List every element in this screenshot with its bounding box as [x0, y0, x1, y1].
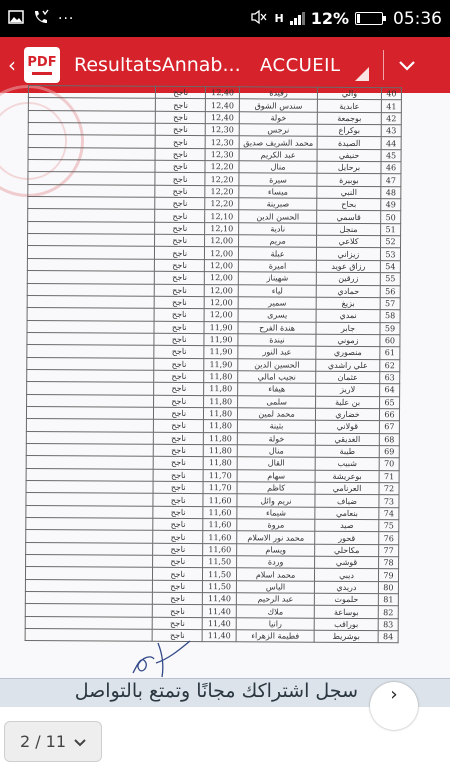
empty-cell	[26, 518, 153, 531]
first-name-cell: اميرة	[238, 260, 316, 273]
grade-cell: 11,50	[203, 580, 237, 593]
row-number-cell: 70	[379, 458, 399, 470]
last-name-cell: زيزاني	[317, 248, 381, 261]
row-number-cell: 62	[380, 359, 400, 371]
grade-cell: 12,20	[205, 185, 239, 198]
first-name-cell: نادية	[239, 223, 317, 236]
first-name-cell: خولة	[237, 432, 315, 445]
empty-cell	[28, 184, 155, 197]
row-number-cell: 78	[379, 557, 399, 569]
grade-cell: 12,00	[205, 259, 239, 272]
row-number-cell: 73	[379, 495, 399, 507]
result-cell: ناجح	[154, 333, 204, 346]
result-cell: ناجح	[153, 592, 203, 605]
empty-cell	[28, 135, 155, 148]
result-cell: ناجح	[154, 420, 204, 433]
grade-cell: 12,20	[205, 198, 239, 211]
mute-icon	[250, 9, 268, 29]
last-name-cell: حلموت	[314, 593, 378, 606]
first-name-cell: هيفاء	[238, 383, 316, 396]
last-name-cell: بوعريشة	[315, 470, 379, 483]
row-number-cell: 68	[379, 433, 399, 445]
result-cell: ناجح	[155, 160, 205, 173]
first-name-cell: نريم وائل	[237, 494, 315, 507]
empty-cell	[26, 406, 153, 419]
last-name-cell: الصيدة	[317, 137, 381, 150]
result-cell: ناجح	[156, 111, 206, 124]
grade-cell: 12,00	[204, 296, 238, 309]
last-name-cell: بزيغ	[316, 297, 380, 310]
row-number-cell: 60	[380, 335, 400, 347]
row-number-cell: 52	[380, 236, 400, 248]
result-cell: ناجح	[152, 629, 202, 642]
empty-cell	[28, 234, 155, 247]
last-name-cell: زرقين	[316, 272, 380, 285]
result-cell: ناجح	[156, 123, 206, 136]
empty-cell	[27, 283, 154, 296]
last-name-cell: منجل	[317, 223, 381, 236]
first-name-cell: الحسن الدين	[239, 210, 317, 223]
result-cell: ناجح	[156, 99, 206, 112]
last-name-cell: مكاحلي	[315, 544, 379, 557]
empty-cell	[26, 505, 153, 518]
last-name-cell: قوشي	[315, 556, 379, 569]
first-name-cell: نجيب امالي	[238, 371, 316, 384]
empty-cell	[28, 172, 155, 185]
row-number-cell: 84	[378, 631, 398, 643]
first-name-cell: مريم	[239, 235, 317, 248]
clock: 05:36	[393, 8, 442, 29]
grade-cell: 11,80	[203, 457, 237, 470]
row-number-cell: 55	[380, 273, 400, 285]
more-dots-icon: ···	[58, 10, 75, 27]
row-number-cell: 57	[380, 297, 400, 309]
empty-cell	[26, 419, 153, 432]
empty-cell	[27, 258, 154, 271]
last-name-cell: نمدي	[316, 309, 380, 322]
grade-cell: 11,50	[203, 568, 237, 581]
last-name-cell: بوكراع	[317, 124, 381, 137]
empty-cell	[26, 542, 153, 555]
first-name-cell: هندة الفرح	[238, 321, 316, 334]
row-number-cell: 63	[380, 372, 400, 384]
last-name-cell: قولاني	[315, 421, 379, 434]
first-name-cell: كاظم	[237, 482, 315, 495]
empty-cell	[27, 369, 154, 382]
empty-cell	[26, 530, 153, 543]
signal-icon	[290, 12, 305, 25]
first-name-cell: الحسين الدين	[238, 358, 316, 371]
row-number-cell: 43	[381, 125, 401, 137]
result-cell: ناجح	[153, 543, 203, 556]
first-name-cell: الياس	[237, 581, 315, 594]
grade-cell: 12,00	[204, 284, 238, 297]
result-cell: ناجح	[154, 308, 204, 321]
result-cell: ناجح	[153, 605, 203, 618]
row-number-cell: 64	[380, 384, 400, 396]
grade-cell: 11,80	[203, 432, 237, 445]
result-cell: ناجح	[155, 173, 205, 186]
row-number-cell: 40	[381, 88, 401, 100]
result-cell: ناجح	[153, 531, 203, 544]
last-name-cell: بوساعة	[314, 606, 378, 619]
empty-cell	[28, 209, 155, 222]
row-number-cell: 44	[381, 137, 401, 149]
grade-cell: 12,20	[205, 161, 239, 174]
first-name-cell: عبد الرحيم	[236, 593, 314, 606]
last-name-cell: الغديقي	[315, 433, 379, 446]
first-name-cell: محمد اسلام	[237, 568, 315, 581]
last-name-cell: قاسمي	[317, 211, 381, 224]
empty-cell	[28, 123, 155, 136]
last-name-cell: بوجمعة	[317, 112, 381, 125]
empty-cell	[28, 98, 155, 111]
row-number-cell: 77	[379, 544, 399, 556]
result-cell: ناجح	[154, 395, 204, 408]
result-cell: ناجح	[154, 358, 204, 371]
row-number-cell: 46	[381, 162, 401, 174]
pdf-page	[0, 88, 450, 678]
grade-cell: 12,00	[205, 247, 239, 260]
result-cell: ناجح	[155, 148, 205, 161]
result-cell: ناجح	[153, 568, 203, 581]
row-number-cell: 54	[380, 260, 400, 272]
last-name-cell: بوشريط	[314, 630, 378, 643]
result-cell: ناجح	[153, 481, 203, 494]
first-name-cell: لياء	[238, 284, 316, 297]
result-cell: ناجح	[155, 185, 205, 198]
row-number-cell: 47	[381, 174, 401, 186]
grade-cell: 11,40	[202, 593, 236, 606]
empty-cell	[26, 555, 153, 568]
first-name-cell: ميساء	[239, 186, 317, 199]
last-name-cell: عثمان	[316, 371, 380, 384]
missed-call-icon	[32, 9, 50, 29]
chevron-down-icon[interactable]	[398, 53, 416, 77]
row-number-cell: 45	[381, 149, 401, 161]
empty-cell	[27, 295, 154, 308]
empty-cell	[26, 480, 153, 493]
row-number-cell: 83	[378, 618, 398, 630]
last-name-cell: منصوري	[316, 346, 380, 359]
empty-cell	[27, 394, 154, 407]
empty-cell	[26, 456, 153, 469]
first-name-cell: ويسام	[237, 544, 315, 557]
first-name-cell: محمد نور الاسلام	[237, 531, 315, 544]
grade-cell: 12,40	[206, 87, 240, 100]
last-name-cell: ضياف	[315, 495, 379, 508]
last-name-cell: بوبيرة	[317, 174, 381, 187]
last-name-cell: بحاح	[317, 198, 381, 211]
row-number-cell: 82	[378, 606, 398, 618]
row-number-cell: 65	[379, 396, 399, 408]
last-name-cell: عابدية	[317, 100, 381, 113]
result-cell: ناجح	[155, 136, 205, 149]
grade-cell: 11,70	[203, 469, 237, 482]
row-number-cell: 80	[378, 581, 398, 593]
grade-cell: 12,40	[205, 111, 239, 124]
grade-cell: 11,40	[202, 630, 236, 643]
last-name-cell: شبيب	[315, 458, 379, 471]
last-name-cell: قحور	[315, 532, 379, 545]
result-cell: ناجح	[155, 247, 205, 260]
result-cell: ناجح	[155, 271, 205, 284]
row-number-cell: 61	[380, 347, 400, 359]
grade-cell: 12,30	[205, 124, 239, 137]
row-number-cell: 50	[381, 211, 401, 223]
result-cell: ناجح	[153, 555, 203, 568]
first-name-cell: نرجس	[239, 124, 317, 137]
first-name-cell: صبرينة	[239, 198, 317, 211]
first-name-cell: مروة	[237, 519, 315, 532]
empty-cell	[28, 221, 155, 234]
pdf-icon	[24, 47, 60, 83]
empty-cell	[28, 197, 155, 210]
result-cell: ناجح	[156, 86, 206, 99]
image-icon	[8, 10, 24, 28]
first-name-cell: سندس الشوق	[239, 99, 317, 112]
last-name-cell: خضاري	[316, 408, 380, 421]
result-cell: ناجح	[153, 506, 203, 519]
grade-cell: 12,30	[205, 136, 239, 149]
result-cell: ناجح	[154, 383, 204, 396]
empty-cell	[28, 160, 155, 173]
grade-cell: 11,80	[203, 445, 237, 458]
battery-icon	[355, 12, 383, 25]
grade-cell: 11,60	[203, 494, 237, 507]
grade-cell: 11,70	[203, 482, 237, 495]
back-icon[interactable]: ‹	[8, 53, 16, 77]
first-name-cell: يسرى	[238, 309, 316, 322]
network-type: H	[274, 12, 284, 25]
grade-cell: 12,00	[204, 309, 238, 322]
empty-cell	[28, 110, 155, 123]
result-cell: ناجح	[153, 518, 203, 531]
first-name-cell: محمد لمين	[238, 408, 316, 421]
empty-cell	[28, 147, 155, 160]
divider	[383, 50, 384, 80]
page-indicator[interactable]	[4, 721, 102, 762]
last-name-cell: طيبة	[315, 445, 379, 458]
result-cell: ناجح	[154, 407, 204, 420]
result-cell: ناجح	[154, 444, 204, 457]
first-name-cell: وردة	[237, 556, 315, 569]
result-cell: ناجح	[153, 580, 203, 593]
last-name-cell: علي راشدي	[316, 359, 380, 372]
empty-cell	[25, 567, 152, 580]
grade-cell: 11,60	[203, 506, 237, 519]
grade-cell: 11,80	[204, 420, 238, 433]
grade-cell: 11,90	[204, 358, 238, 371]
last-name-cell: صيد	[315, 519, 379, 532]
result-cell: ناجح	[153, 617, 203, 630]
last-name-cell: بوراقب	[314, 618, 378, 631]
grade-cell: 11,90	[204, 321, 238, 334]
last-name-cell: برحايل	[317, 161, 381, 174]
grade-cell: 11,50	[203, 556, 237, 569]
empty-cell	[27, 320, 154, 333]
battery-percent: 12%	[310, 9, 349, 28]
empty-cell	[26, 431, 153, 444]
result-cell: ناجح	[154, 321, 204, 334]
table-row	[25, 629, 398, 644]
first-name-cell: محمد الشريف صديق	[239, 136, 317, 149]
empty-cell	[27, 308, 154, 321]
first-name-cell: شهيناز	[238, 272, 316, 285]
first-name-cell: منال	[237, 445, 315, 458]
empty-cell	[26, 468, 153, 481]
result-cell: ناجح	[154, 432, 204, 445]
last-name-cell: زموني	[316, 334, 380, 347]
row-number-cell: 49	[381, 199, 401, 211]
result-cell: ناجح	[154, 296, 204, 309]
result-cell: ناجح	[155, 259, 205, 272]
grade-cell: 11,90	[204, 346, 238, 359]
row-number-cell: 67	[379, 421, 399, 433]
last-name-cell: حمادي	[316, 285, 380, 298]
row-number-cell: 51	[381, 223, 401, 235]
status-bar	[0, 0, 450, 37]
grade-cell: 12,30	[205, 148, 239, 161]
row-number-cell: 79	[378, 569, 398, 581]
row-number-cell: 71	[379, 470, 399, 482]
last-name-cell: النبي	[317, 186, 381, 199]
first-name-cell: عبد النور	[238, 346, 316, 359]
first-name-cell: منال	[239, 161, 317, 174]
empty-cell	[25, 579, 152, 592]
row-number-cell: 75	[379, 520, 399, 532]
last-name-cell: ديبي	[315, 569, 379, 582]
empty-cell	[26, 443, 153, 456]
grade-cell: 11,80	[204, 408, 238, 421]
grade-cell: 11,80	[204, 370, 238, 383]
chevron-down-icon	[74, 732, 86, 751]
row-number-cell: 58	[380, 310, 400, 322]
grade-cell: 11,80	[204, 395, 238, 408]
last-name-cell: بنعامي	[315, 507, 379, 520]
empty-cell	[27, 332, 154, 345]
last-name-cell: كلاعي	[317, 235, 381, 248]
grade-cell: 12,10	[205, 210, 239, 223]
last-name-cell: والي	[317, 87, 381, 100]
first-name-cell: ملاك	[236, 605, 314, 618]
grade-cell: 12,00	[205, 235, 239, 248]
grade-cell: 11,40	[202, 617, 236, 630]
result-cell: ناجح	[155, 210, 205, 223]
result-cell: ناجح	[155, 284, 205, 297]
row-number-cell: 42	[381, 112, 401, 124]
row-number-cell: 66	[379, 409, 399, 421]
grade-cell: 12,00	[204, 272, 238, 285]
grade-cell: 11,60	[203, 531, 237, 544]
last-name-cell: بن علية	[316, 396, 380, 409]
first-name-cell: خولة	[239, 111, 317, 124]
signature	[128, 633, 198, 678]
arrow-icon[interactable]: ›	[370, 682, 418, 730]
first-name-cell: نيندة	[238, 334, 316, 347]
row-number-cell: 59	[380, 322, 400, 334]
last-name-cell: دريدي	[314, 581, 378, 594]
accueil-button[interactable]: ACCUEIL	[260, 54, 341, 76]
row-number-cell: 74	[379, 507, 399, 519]
last-name-cell: العرنامي	[315, 482, 379, 495]
document-title: ResultatsAnnab...	[74, 54, 241, 76]
last-name-cell: رزاق عويد	[316, 260, 380, 273]
grade-cell: 12,10	[205, 222, 239, 235]
result-cell: ناجح	[153, 494, 203, 507]
dropdown-corner-icon	[355, 67, 369, 81]
row-number-cell: 41	[381, 100, 401, 112]
banner-text: سجل اشتراكك مجانًا وتمتع بالتواصل	[74, 680, 358, 702]
results-table	[25, 85, 402, 644]
empty-cell	[28, 86, 155, 99]
empty-cell	[27, 357, 154, 370]
result-cell: ناجح	[153, 457, 203, 470]
first-name-cell: سلمى	[238, 395, 316, 408]
empty-cell	[26, 493, 153, 506]
first-name-cell: رفيدة	[240, 87, 318, 100]
pdf-icon-label: PDF	[27, 54, 57, 70]
row-number-cell: 76	[379, 532, 399, 544]
row-number-cell: 72	[379, 483, 399, 495]
first-name-cell: سهام	[237, 469, 315, 482]
result-cell: ناجح	[155, 222, 205, 235]
first-name-cell: عبد الكريم	[239, 149, 317, 162]
grade-cell: 11,90	[204, 333, 238, 346]
page-number: 2 / 11	[19, 732, 67, 751]
row-number-cell: 48	[381, 186, 401, 198]
empty-cell	[27, 345, 154, 358]
grade-cell: 11,60	[203, 519, 237, 532]
grade-cell: 12,20	[205, 173, 239, 186]
first-name-cell: سيرة	[239, 173, 317, 186]
first-name-cell: فطيمة الزهراء	[236, 630, 314, 643]
empty-cell	[25, 616, 152, 629]
row-number-cell: 53	[380, 248, 400, 260]
first-name-cell: شيماء	[237, 506, 315, 519]
result-cell: ناجح	[154, 345, 204, 358]
grade-cell: 12,40	[205, 99, 239, 112]
result-cell: ناجح	[153, 469, 203, 482]
grade-cell: 11,60	[203, 543, 237, 556]
result-cell: ناجح	[155, 234, 205, 247]
grade-cell: 11,80	[204, 383, 238, 396]
grade-cell: 11,40	[202, 605, 236, 618]
first-name-cell: رانيا	[236, 618, 314, 631]
last-name-cell: حنيفي	[317, 149, 381, 162]
empty-cell	[27, 246, 154, 259]
empty-cell	[25, 604, 152, 617]
row-number-cell: 81	[378, 594, 398, 606]
row-number-cell: 56	[380, 285, 400, 297]
result-cell: ناجح	[155, 197, 205, 210]
empty-cell	[27, 382, 154, 395]
row-number-cell: 69	[379, 446, 399, 458]
signup-banner[interactable]	[0, 678, 450, 707]
empty-cell	[27, 271, 154, 284]
first-name-cell: سمير	[238, 297, 316, 310]
last-name-cell: جابر	[316, 322, 380, 335]
empty-cell	[25, 592, 152, 605]
result-cell: ناجح	[154, 370, 204, 383]
first-name-cell: القال	[237, 457, 315, 470]
last-name-cell: لاريز	[316, 384, 380, 397]
first-name-cell: بثينة	[237, 420, 315, 433]
first-name-cell: عبلة	[239, 247, 317, 260]
